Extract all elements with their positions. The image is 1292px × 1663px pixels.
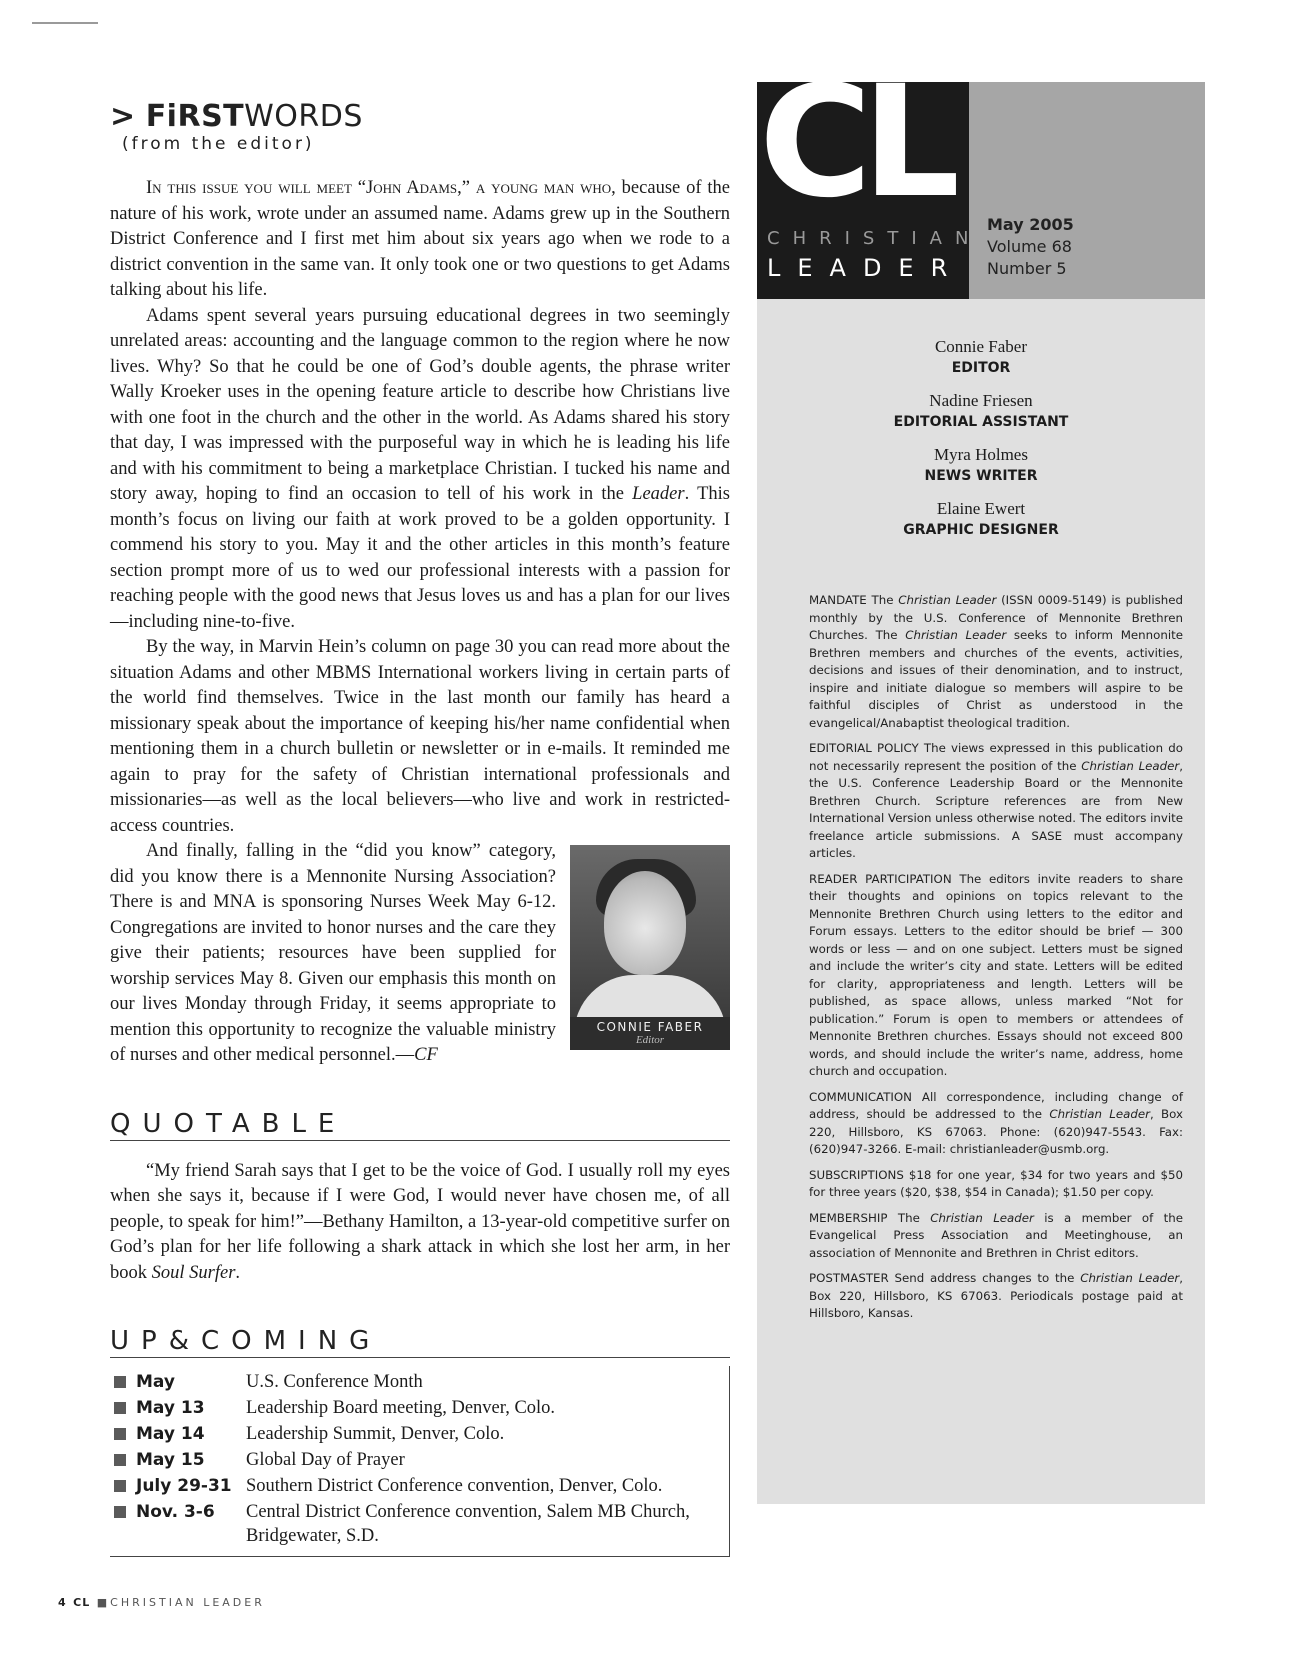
- issue-volume: Volume 68: [987, 237, 1072, 256]
- list-item: July 29-31 Southern District Conference convention, Denver, Colo.: [110, 1474, 729, 1498]
- title-arrow: >: [110, 99, 136, 134]
- caption-name: CONNIE FABER: [596, 1020, 704, 1034]
- footer-publication: CHRISTIAN LEADER: [110, 1596, 265, 1609]
- list-item: Nov. 3-6 Central District Conference convention, Salem MB Church, Bridgewater, S.D.: [110, 1500, 729, 1548]
- staff-member: Elaine Ewert GRAPHIC DESIGNER: [903, 499, 1059, 538]
- publication-notes: [809, 592, 1183, 1331]
- bullet-square-icon: [114, 1402, 126, 1414]
- staff-member: Nadine Friesen EDITORIAL ASSISTANT: [893, 391, 1069, 430]
- staff-member: Myra Holmes NEWS WRITER: [924, 445, 1038, 484]
- postmaster-note: POSTMASTER Send address changes to the Christian Leader, Box 220, Hillsboro, KS 67063. Periodicals postage paid at Hillsboro, Kansas.: [809, 1271, 1183, 1320]
- first-words-title: [110, 100, 730, 134]
- portrait-image: [570, 845, 730, 1017]
- caption-role: Editor: [635, 1034, 665, 1046]
- issue-number: Number 5: [987, 259, 1067, 278]
- reader-participation-note: READER PARTICIPATION The editors invite readers to share their thoughts and opinions on topics relevant to the Mennonite Brethren Church using letters to the editor and Forum essays. Letters to the editor should be brief — 300 words or less — and on one subject. Letters must be signed and include the writer’s city and state. Letters will be edited for clarity, appropriateness and length. Letters will be published, as space allows, unless marked “Not for publication.” Forum is open to members or attendees of Mennonite Brethren churches. Essays should not exceed 800 words, and should include the writer’s name, address, home church and occupation.: [809, 871, 1183, 1078]
- paragraph-4: And finally, falling in the “did you know” category, did you know there is a Mennonite Nursing Association? There is and MNA is sponsoring Nurses Week May 6-12. Congregations are invited to honor nurses and the care they give their patients; resources have been supplied for worship services May 8. Given our emphasis this month on our lives Monday through Friday, it seems appropriate to mention this opportunity to recognize the valuable ministry of nurses and other medical personnel.—CF: [110, 841, 556, 1065]
- logo-christian: CHRISTIAN: [767, 228, 982, 249]
- main-column: [110, 100, 730, 1557]
- bullet-square-icon: [114, 1454, 126, 1466]
- masthead-sidebar: [757, 53, 1205, 1504]
- page-footer: [58, 1596, 265, 1609]
- photo-caption: [570, 1017, 730, 1050]
- paragraph-2: Adams spent several years pursuing educational degrees in two seemingly unrelated areas: accounting and the language common to the region where he now lives. Why? So that he could be one of God’s double agents, the phrase writer Wally Kroeker uses in the opening feature article to describe how Christians live with one foot in the church and the other in the world. As Adams shared his story that day, I was impressed with the purposeful way in which he is leading his life and with his commitment to being a marketplace Christian. I tucked his name and story away, hoping to find an occasion to tell of his work in the Leader. This month’s focus on living our faith at work proved to be a golden opportunity. I commend his story to you. May it and the other articles in this month’s feature section prompt more of us to wed our professional interests with a passion for reaching people with the good news that Jesus loves us and has a plan for our lives—including nine-to-five.: [110, 305, 730, 632]
- page-number: 4: [58, 1596, 67, 1609]
- editor-photo: [570, 845, 730, 1050]
- bullet-square-icon: [114, 1376, 126, 1388]
- issue-month: May 2005: [987, 215, 1074, 234]
- subscriptions-note: SUBSCRIPTIONS $18 for one year, $34 for two years and $50 for three years ($20, $38, $54 in Canada); $1.50 per copy.: [809, 1167, 1183, 1199]
- quotable-heading: QUOTABLE: [110, 1109, 730, 1143]
- list-item: May 15 Global Day of Prayer: [110, 1448, 729, 1472]
- paragraph-1: In this issue you will meet “John Adams,” a young man who, because of the nature of his work, wrote under an assumed name. Adams grew up in the Southern District Conference and I first met him about six years ago when we rode to a district convention in the same van. It only took one or two questions to get Adams talking about his life.: [110, 178, 730, 300]
- communication-note: COMMUNICATION All correspondence, including change of address, should be addressed to the Christian Leader, Box 220, Hillsboro, KS 67063. Phone: (620)947-5543. Fax: (620)947-3266. E-mail: christianleader@usmb.org.: [809, 1089, 1183, 1156]
- logo-cl: CL: [759, 53, 951, 232]
- staff-list: [757, 336, 1205, 552]
- masthead: [757, 53, 1205, 299]
- paragraph-3: By the way, in Marvin Hein’s column on page 30 you can read more about the situation Adams and other MBMS International workers living in certain parts of the world find themselves. Twice in the last month our family has heard a missionary speak about the importance of keeping his/her name confidential when mentioning them in a church bulletin or newsletter or in e-mails. It reminded me again to pray for the safety of Christian international professionals and missionaries—as well as the local believers—who live and work in restricted-access countries.: [110, 637, 730, 836]
- list-item: May U.S. Conference Month: [110, 1370, 729, 1394]
- title-bold: FiRST: [145, 99, 245, 134]
- upcoming-events-list: [110, 1366, 730, 1557]
- mandate-note: MANDATE The Christian Leader (ISSN 0009-5149) is published monthly by the U.S. Conference of Mennonite Brethren Churches. The Christian Leader seeks to inform Mennonite Brethren members and churches of the events, activities, decisions and issues of their denomination, and to instruct, inspire and initiate dialogue so members will aspire to be faithful disciples of Christ as understood in the evangelical/Anabaptist theological tradition.: [809, 593, 1183, 730]
- bullet-square-icon: [114, 1480, 126, 1492]
- first-words-subtitle: (from the editor): [122, 134, 315, 154]
- title-light: WORDS: [244, 99, 363, 134]
- corner-rule: [32, 22, 98, 24]
- upcoming-heading: UP&COMING: [110, 1326, 730, 1360]
- footer-mark: CL: [73, 1596, 91, 1609]
- quotable-text: “My friend Sarah says that I get to be the voice of God. I usually roll my eyes when she says it, because if I were God, I would never have chosen me, of all people, to speak for him!”—Bethany Hamilton, a 13-year-old competitive surfer on God’s plan for her life following a shark attack in which she lost her arm, in her book Soul Surfer.: [110, 1160, 730, 1283]
- bullet-square-icon: [114, 1506, 126, 1518]
- editorial-policy-note: EDITORIAL POLICY The views expressed in this publication do not necessarily represent the position of the Christian Leader, the U.S. Conference Leadership Board or the Mennonite Brethren Church. Scripture references are from New International Version unless otherwise noted. The editors invite freelance article submissions. A SASE must accompany articles.: [809, 741, 1183, 860]
- list-item: May 14 Leadership Summit, Denver, Colo.: [110, 1422, 729, 1446]
- list-item: May 13 Leadership Board meeting, Denver, Colo.: [110, 1396, 729, 1420]
- footer-square-icon: ■: [96, 1596, 111, 1609]
- staff-member: Connie Faber EDITOR: [934, 337, 1028, 376]
- issue-info: [987, 214, 1074, 280]
- logo-leader: LEADER: [767, 254, 965, 282]
- membership-note: MEMBERSHIP The Christian Leader is a member of the Evangelical Press Association and Meetinghouse, an association of Mennonite and Brethren in Christ editors.: [809, 1210, 1183, 1260]
- editorial-body: [110, 176, 730, 1069]
- publication-logo: [757, 53, 982, 299]
- bullet-square-icon: [114, 1428, 126, 1440]
